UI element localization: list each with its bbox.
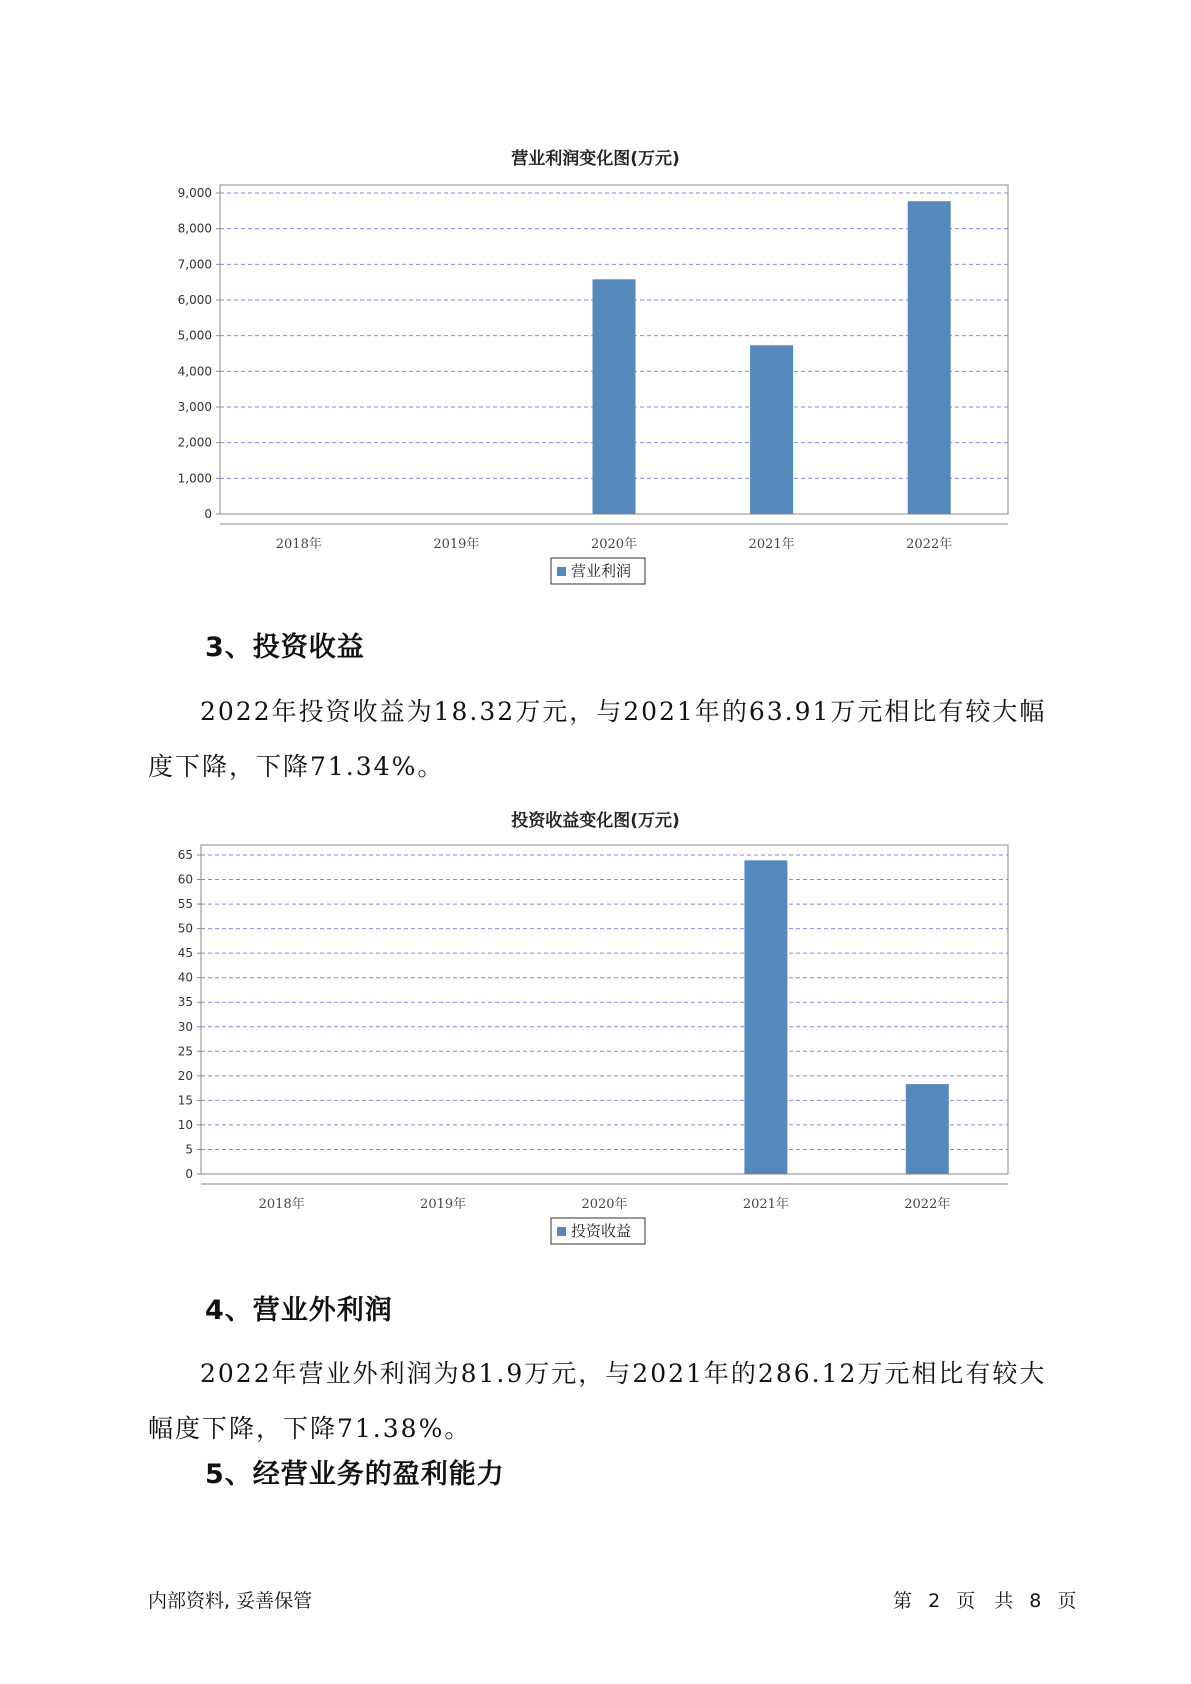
- x-tick-label: 2018年: [258, 1197, 305, 1212]
- x-tick-label: 2019年: [433, 537, 480, 552]
- page-prefix: 第: [893, 1590, 913, 1612]
- y-tick-label: 0: [204, 507, 212, 521]
- section-3-heading: 3、投资收益: [205, 632, 365, 663]
- footer-page-number: [893, 1586, 1076, 1613]
- y-tick-label: 7,000: [177, 257, 212, 272]
- chart1-title: 营业利润变化图(万元): [511, 149, 680, 169]
- y-tick-label: 45: [177, 946, 193, 961]
- footer-confidential-note: 内部资料, 妥善保管: [148, 1590, 313, 1612]
- x-tick-label: 2022年: [904, 1197, 951, 1212]
- page-total: 8: [1029, 1590, 1042, 1612]
- y-tick-label: 40: [177, 970, 193, 985]
- y-tick-label: 55: [177, 897, 193, 912]
- y-tick-label: 9,000: [177, 186, 212, 200]
- y-tick-label: 60: [177, 872, 193, 887]
- x-tick-label: 2019年: [420, 1197, 467, 1212]
- section-4-paragraph: 2022年营业外利润为81.9万元，与2021年的286.12万元相比有较大幅度下降，下降71.38%。: [148, 1359, 1047, 1443]
- y-tick-label: 6,000: [177, 293, 212, 307]
- y-tick-label: 1,000: [177, 471, 212, 486]
- y-tick-label: 2,000: [177, 435, 212, 450]
- page-current: 2: [928, 1590, 941, 1612]
- bar: [908, 201, 951, 514]
- legend-label: 投资收益: [571, 1222, 632, 1240]
- page-suffix: 页: [1057, 1590, 1077, 1612]
- y-tick-label: 25: [177, 1044, 193, 1059]
- chart2-title: 投资收益变化图(万元): [511, 811, 680, 831]
- legend-swatch: [557, 567, 566, 576]
- y-tick-label: 10: [177, 1117, 193, 1132]
- y-tick-label: 5,000: [177, 328, 212, 343]
- y-tick-label: 20: [177, 1068, 193, 1083]
- legend-swatch: [557, 1227, 566, 1236]
- section-4-heading: 4、营业外利润: [205, 1295, 393, 1326]
- bar: [906, 1084, 949, 1174]
- y-tick-label: 8,000: [177, 221, 212, 236]
- section-3-paragraph: 2022年投资收益为18.32万元，与2021年的63.91万元相比有较大幅度下降，下降71.34%。: [148, 697, 1047, 781]
- y-tick-label: 15: [177, 1093, 193, 1108]
- page-mid: 页 共: [956, 1590, 1014, 1612]
- y-tick-label: 5: [185, 1142, 193, 1157]
- y-tick-label: 0: [185, 1167, 193, 1181]
- y-tick-label: 4,000: [177, 364, 212, 379]
- x-tick-label: 2020年: [590, 537, 638, 552]
- x-tick-label: 2021年: [742, 1197, 789, 1212]
- x-tick-label: 2022年: [906, 537, 953, 552]
- bar: [744, 860, 787, 1174]
- x-tick-label: 2020年: [581, 1197, 628, 1212]
- investment-income-chart: [0, 840, 1191, 1260]
- operating-profit-chart: [0, 180, 1191, 600]
- x-tick-label: 2018年: [275, 537, 322, 552]
- bar: [750, 345, 793, 514]
- y-tick-label: 65: [177, 848, 193, 862]
- y-tick-label: 3,000: [177, 400, 212, 414]
- y-tick-label: 35: [177, 995, 193, 1010]
- x-tick-label: 2021年: [748, 537, 795, 552]
- y-tick-label: 30: [177, 1019, 193, 1034]
- bar: [593, 279, 636, 514]
- legend-label: 营业利润: [571, 562, 632, 580]
- section-5-heading: 5、经营业务的盈利能力: [205, 1459, 505, 1490]
- y-tick-label: 50: [177, 921, 193, 936]
